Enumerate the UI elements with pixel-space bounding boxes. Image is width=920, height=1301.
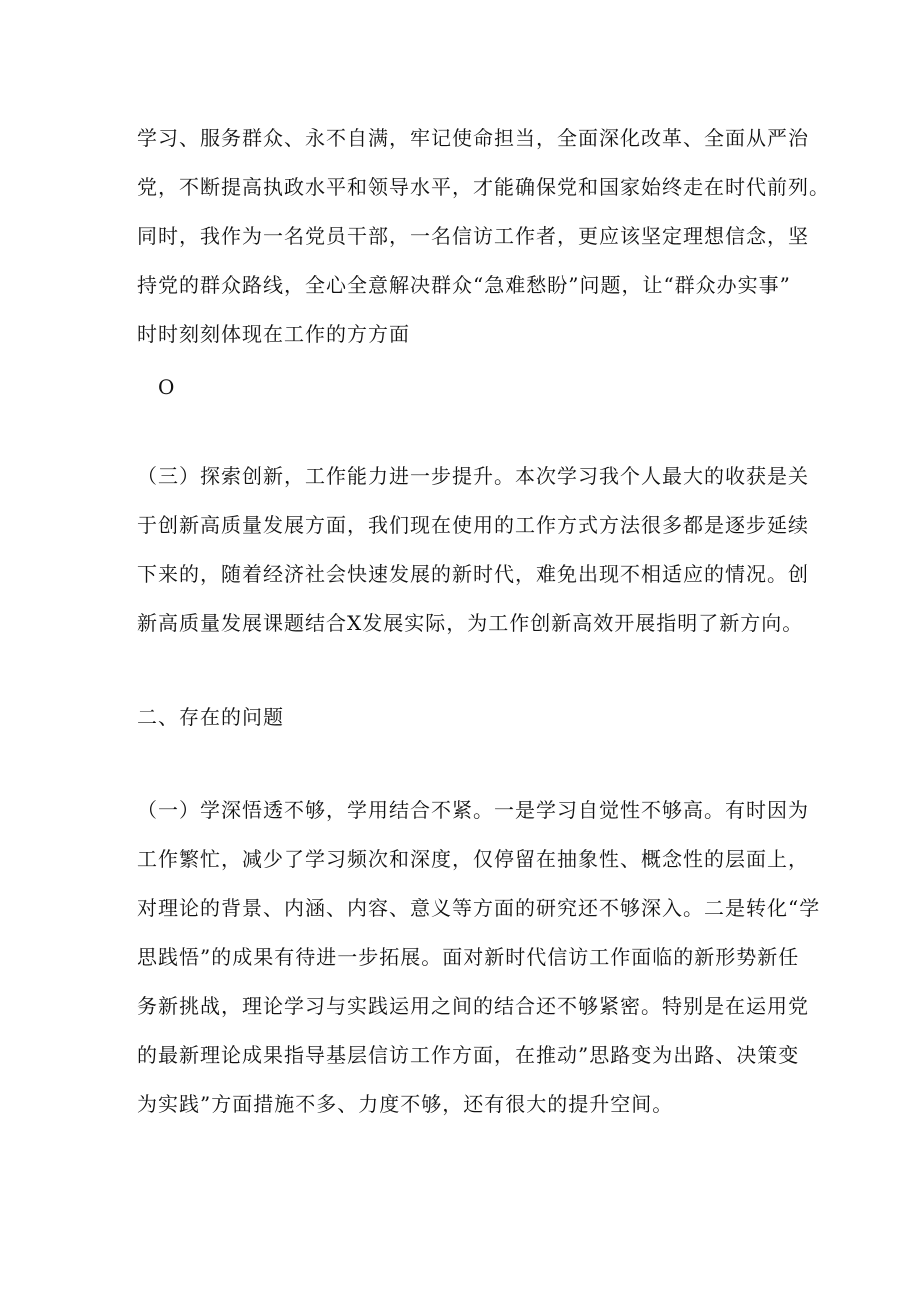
text-line: 工作繁忙，减少了学习频次和深度，仅停留在抽象性、概念性的层面上，	[137, 847, 809, 871]
section-heading: 二、存在的问题	[137, 705, 284, 729]
text-line: 务新挑战，理论学习与实践运用之间的结合还不够紧密。特别是在运用党	[137, 994, 809, 1018]
text-line: 下来的，随着经济社会快速发展的新时代，难免出现不相适应的情况。创	[137, 562, 809, 586]
text-line: 党，不断提高执政水平和领导水平，才能确保党和国家始终走在时代前列。	[137, 175, 830, 199]
stray-marker: O	[158, 375, 175, 399]
text-line: 时时刻刻体现在工作的方方面	[137, 322, 410, 346]
text-line: 学习、服务群众、永不自满，牢记使命担当，全面深化改革、全面从严治	[137, 126, 809, 150]
text-line: 于创新高质量发展方面，我们现在使用的工作方式方法很多都是逐步延续	[137, 513, 809, 537]
text-line: 新高质量发展课题结合X发展实际，为工作创新高效开展指明了新方向。	[137, 611, 804, 635]
text-line: （一）学深悟透不够，学用结合不紧。一是学习自觉性不够高。有时因为	[137, 798, 809, 822]
text-line: （三）探索创新，工作能力进一步提升。本次学习我个人最大的收获是关	[137, 464, 809, 488]
text-line: 思践悟”的成果有待进一步拓展。面对新时代信访工作面临的新形势新任	[137, 945, 800, 969]
text-line: 为实践”方面措施不多、力度不够，还有很大的提升空间。	[137, 1092, 674, 1116]
text-line: 的最新理论成果指导基层信访工作方面，在推动”思路变为出路、决策变	[137, 1043, 800, 1067]
text-line: 对理论的背景、内涵、内容、意义等方面的研究还不够深入。二是转化“学	[137, 896, 821, 920]
text-line: 同时，我作为一名党员干部，一名信访工作者，更应该坚定理想信念，坚	[137, 224, 809, 248]
text-line: 持党的群众路线，全心全意解决群众“急难愁盼”问题，让“群众办实事”	[137, 273, 791, 297]
